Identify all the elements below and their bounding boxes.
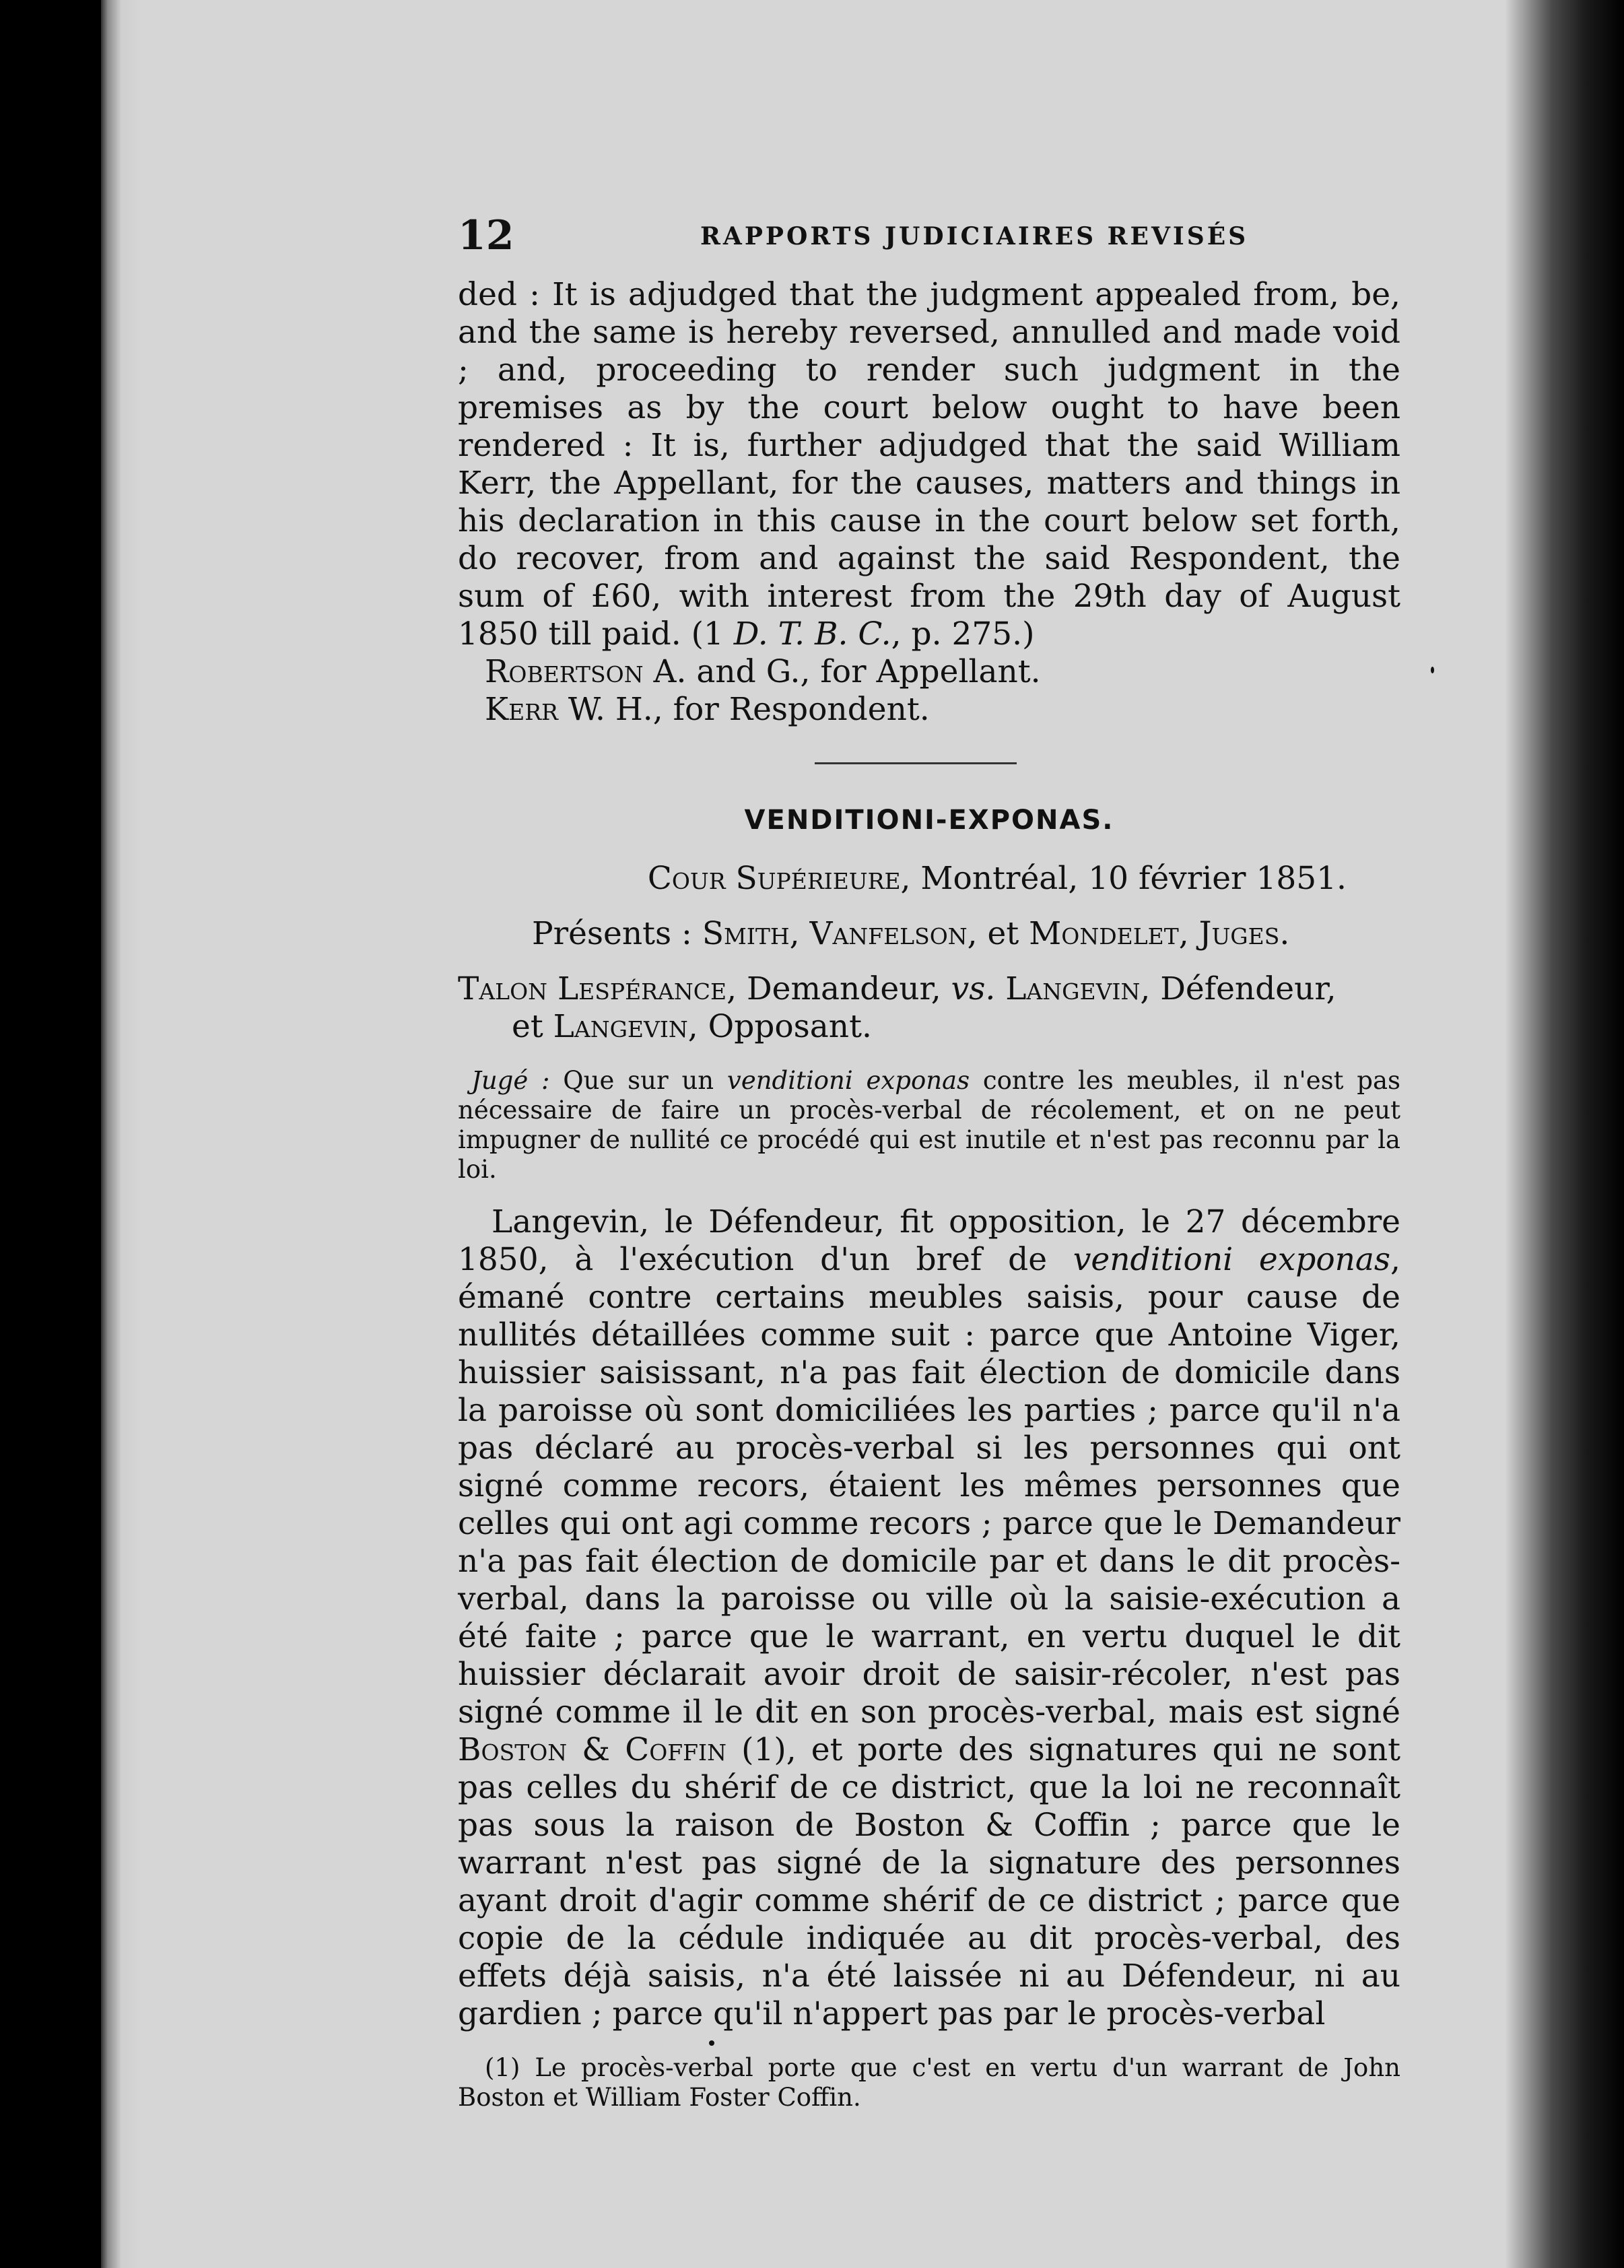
case-body [458,1203,1400,2033]
defendant-name: Langevin [995,970,1141,1007]
headnote-text-a: Que sur un [549,1066,727,1095]
counsel-respondent [458,691,1400,729]
plaintiff-name: Talon Lespérance [458,970,727,1007]
counsel-respondent-name: Kerr [485,691,558,728]
page-right-shadow [1505,0,1624,2268]
stray-mark [709,2040,714,2046]
counsel-appellant-detail: A. and G., for Appellant. [643,653,1041,690]
headnote-text-b: contre les meubles, il n'est pas nécessaire de faire un procès-verbal de récolement, et on ne peut impugner de nullité ce procédé qui est inutile et n'est pas reconnu par la loi. [458,1066,1400,1184]
court-name: Cour Supérieure [647,860,901,897]
plaintiff-role: , Demandeur, [726,970,951,1007]
footnote: (1) Le procès-verbal porte que c'est en vertu d'un warrant de John Boston et William Foster Coffin. [458,2053,1400,2112]
defendant-role: , Défendeur, [1140,970,1337,1007]
judgment-text: ded : It is adjudged that the judgment appealed from, be, and the same is hereby reversed, annulled and made void ; and, proceeding to render such judgment in the premises as by the court below ought to have been rendered : It is, further adjudged that the said William Kerr, the Appellant, for the causes, matters and things in his declaration in this cause in the court below set forth, do recover, from and against the said Respondent, the sum of £60, with interest from the 29th day of August 1850 till paid. (1 [458,276,1400,653]
parties-line [458,970,1400,1046]
opposant-name: Langevin [553,1008,688,1045]
judges-names: Smith, Vanfelson, [702,915,978,952]
counsel-appellant-name: Robertson [485,653,644,690]
page-left-edge [101,0,141,2268]
counsel-respondent-detail: W. H., for Respondent. [557,691,930,728]
body-text-a: Langevin, le Défendeur, fit opposition, le 27 décembre 1850, à l'exécution d'un bref de [458,1203,1400,1278]
headnote-italic: venditioni exponas [726,1066,970,1095]
section-divider [815,762,1017,764]
case-title: VENDITIONI-EXPONAS. [744,805,1114,836]
page-header [458,202,1400,276]
page-content [458,202,1400,2112]
court-place-date: , Montréal, 10 février 1851. [900,860,1347,897]
citation-page: , p. 275.) [891,615,1035,653]
versus: vs. [951,970,996,1007]
court-line [458,860,1400,898]
body-firm: Boston & Coffin [458,1731,726,1768]
stray-mark [1431,667,1434,673]
page-number: 12 [458,212,514,259]
judges-line [458,915,1400,953]
opposant-role: , Opposant. [687,1008,872,1045]
previous-case-judgment [458,276,1400,653]
opposant-line [458,1008,1400,1046]
opposant-prefix: et [512,1008,553,1045]
judges-and: et [977,915,1029,952]
headnote-label: Jugé : [471,1066,550,1095]
citation-reporter: D. T. B. C. [733,615,891,653]
headnote [458,1066,1400,1185]
body-text-c: (1), et porte des signatures qui ne sont pas celles du shérif de ce district, que la loi ne reconnaît pas sous la raison de Boston & Coffin ; parce que le warrant n'est pas signé de la signature des personnes ayant droit d'agir comme shérif de ce district ; parce que copie de la cédule indiquée au dit procès-verbal, des effets déjà saisis, n'a été laissée ni au Défendeur, ni au gardien ; parce qu'il n'appert pas par le procès-verbal [458,1731,1401,2032]
body-text-b: , émané contre certains meubles saisis, pour cause de nullités détaillées comme suit : parce que Antoine Viger, huissier saisissant, n'a pas fait élection de domicile dans la paroisse où sont domiciliées les parties ; parce qu'il n'a pas déclaré au procès-verbal si les personnes qui ont signé comme recors, étaient les mêmes personnes que celles qui ont agi comme recors ; parce que le Demandeur n'a pas fait élection de domicile par et dans le dit procès-verbal, dans la paroisse ou ville où la saisie-exécution a été faite ; parce que le warrant, en vertu duquel le dit huissier déclarait avoir droit de saisir-récoler, n'est pas signé comme il le dit en son procès-verbal, mais est signé [458,1241,1400,1731]
counsel-appellant [458,653,1400,691]
judges-prefix: Présents : [532,915,702,952]
running-title: RAPPORTS JUDICIAIRES REVISÉS [700,222,1249,251]
judges-last: Mondelet, Juges. [1029,915,1290,952]
body-italic: venditioni exponas [1073,1241,1391,1278]
